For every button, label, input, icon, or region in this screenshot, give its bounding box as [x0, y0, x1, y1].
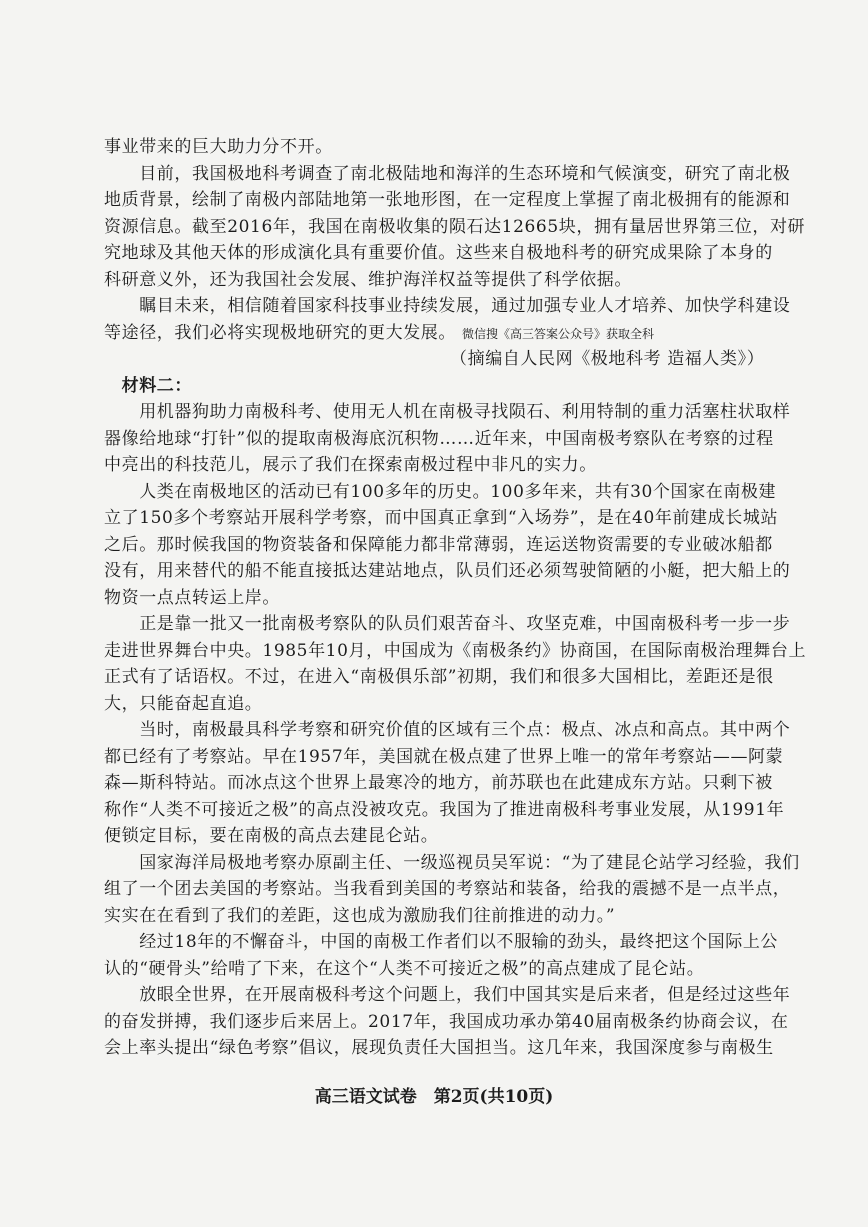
- text-line: 的奋发拼搏，我们逐步后来居上。2017年，我国成功承办第40届南极条约协商会议，在: [104, 1012, 789, 1032]
- watermark-note: 微信搜《高三答案公众号》获取全科: [462, 327, 655, 341]
- text-line: 大，只能奋起直追。: [104, 694, 263, 714]
- text-line: 等途径，我们必将实现极地研究的更大发展。 微信搜《高三答案公众号》获取全科: [104, 323, 655, 343]
- text-line: 组了一个团去美国的考察站。当我看到美国的考察站和装备，给我的震撼不是一点半点，: [104, 879, 791, 899]
- text-line: 中亮出的科技范儿，展示了我们在探索南极过程中非凡的实力。: [104, 455, 597, 475]
- text-line: 科研意义外，还为我国社会发展、维护海洋权益等提供了科学依据。: [104, 270, 632, 290]
- text-line: 放眼全世界，在开展南极科考这个问题上，我们中国其实是后来者，但是经过这些年: [104, 985, 791, 1005]
- text-line: 究地球及其他天体的形成演化具有重要价值。这些来自极地科考的研究成果除了本身的: [104, 243, 773, 263]
- text-line: 物资一点点转运上岸。: [104, 588, 280, 608]
- text-line: 地质背景，绘制了南极内部陆地第一张地形图，在一定程度上掌握了南北极拥有的能源和: [104, 190, 791, 210]
- text-line: 正是靠一批又一批南极考察队的队员们艰苦奋斗、攻坚克难，中国南极科考一步一步: [104, 614, 791, 634]
- text-line: 都已经有了考察站。早在1957年，美国就在极点建了世界上唯一的常年考察站——阿蒙: [104, 747, 784, 767]
- text-line: 经过18年的不懈奋斗，中国的南极工作者们以不服输的劲头，最终把这个国际上公: [104, 932, 779, 952]
- text-line: 当时，南极最具科学考察和研究价值的区域有三个点：极点、冰点和高点。其中两个: [104, 720, 791, 740]
- text-line: 资源信息。截至2016年，我国在南极收集的陨石达12665块，拥有量居世界第三位，对研: [104, 217, 806, 237]
- page-footer: 高三语文试卷 第2页(共10页): [314, 1087, 554, 1107]
- text-line: 没有，用来替代的船不能直接抵达建站地点，队员们还必须驾驶简陋的小艇，把大船上的: [104, 561, 791, 581]
- text-line: 瞩目未来，相信随着国家科技事业持续发展，通过加强专业人才培养、加快学科建设: [104, 296, 791, 316]
- section-heading: 材料二：: [104, 376, 192, 396]
- text-line: 目前，我国极地科考调查了南北极陆地和海洋的生态环境和气候演变，研究了南北极: [104, 164, 791, 184]
- text-line: 之后。那时候我国的物资装备和保障能力都非常薄弱，连运送物资需要的专业破冰船都: [104, 535, 773, 555]
- text-line: 立了150多个考察站开展科学考察，而中国真正拿到“入场券”，是在40年前建成长城站: [104, 508, 779, 528]
- text-line: 会上率头提出“绿色考察”倡议，展现负责任大国担当。这几年来，我国深度参与南极生: [104, 1038, 774, 1058]
- text-line: 认的“硬骨头”给啃了下来，在这个“人类不可接近之极”的高点建成了昆仑站。: [104, 959, 705, 979]
- text-line: 走进世界舞台中央。1985年10月，中国成为《南极条约》协商国，在国际南极治理舞台上: [104, 641, 807, 661]
- text-line: 事业带来的巨大助力分不开。: [104, 137, 333, 157]
- text-line: 正式有了话语权。不过，在进入“南极俱乐部”初期，我们和很多大国相比，差距还是很: [104, 667, 774, 687]
- text-line: 称作“人类不可接近之极”的高点没被攻克。我国为了推进南极科考事业发展，从1991年: [104, 800, 785, 820]
- text-line: 便锁定目标，要在南极的高点去建昆仑站。: [104, 826, 439, 846]
- text-line: 实实在在看到了我们的差距，这也成为激励我们往前推进的动力。”: [104, 906, 616, 926]
- text-line: 器像给地球“打针”似的提取南极海底沉积物……近年来，中国南极考察队在考察的过程: [104, 429, 774, 449]
- text-line: 人类在南极地区的活动已有100多年的历史。100多年来，共有30个国家在南极建: [104, 482, 777, 502]
- text-line: 国家海洋局极地考察办原副主任、一级巡视员吴军说：“为了建昆仑站学习经验，我们: [104, 853, 800, 873]
- text-line: 用机器狗助力南极科考、使用无人机在南极寻找陨石、利用特制的重力活塞柱状取样: [104, 402, 791, 422]
- source-citation: （摘编自人民网《极地科考 造福人类》）: [450, 349, 765, 369]
- text-line: 森—斯科特站。而冰点这个世界上最寒冷的地方，前苏联也在此建成东方站。只剩下被: [104, 773, 773, 793]
